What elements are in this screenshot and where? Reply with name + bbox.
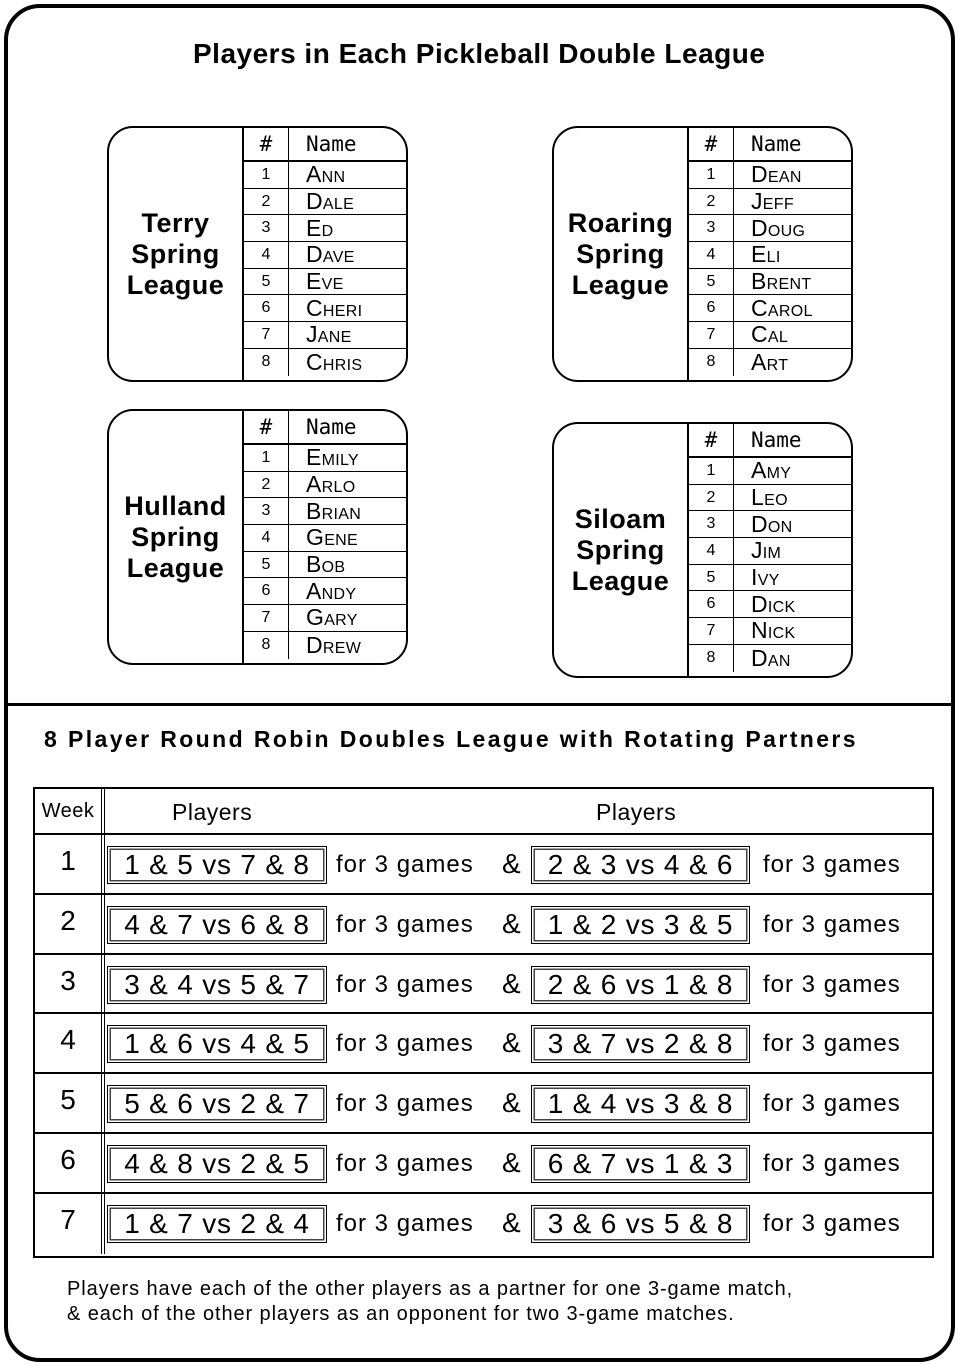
league-name — [554, 424, 689, 676]
player-name: Leo — [751, 484, 788, 511]
roster-row — [244, 552, 406, 579]
league-name-line: League — [571, 269, 670, 300]
roster-row — [244, 445, 406, 472]
player-number: 6 — [244, 578, 289, 604]
player-number: 1 — [244, 162, 289, 188]
players-header-1: Players — [172, 799, 253, 825]
league-name-line: Spring — [576, 534, 665, 565]
league-name-line: Hulland — [124, 490, 227, 521]
games-label: for 3 games — [763, 1209, 901, 1237]
player-name: Jane — [306, 321, 352, 348]
match-box: 4 & 7 vs 6 & 8 — [107, 906, 327, 944]
week-number: 6 — [35, 1134, 105, 1192]
league-name-line: Roaring — [567, 207, 674, 238]
schedule-table — [33, 787, 934, 1258]
schedule-row — [35, 1074, 932, 1134]
player-name: Bob — [306, 551, 346, 578]
player-number: 5 — [689, 565, 734, 591]
player-name: Cheri — [306, 294, 363, 321]
match-box: 5 & 6 vs 2 & 7 — [107, 1085, 327, 1123]
roster-row — [689, 458, 851, 485]
roster-row — [244, 189, 406, 216]
match-box: 4 & 8 vs 2 & 5 — [107, 1145, 327, 1183]
week-number: 1 — [35, 835, 105, 893]
player-number: 6 — [689, 295, 734, 321]
roster-row — [689, 242, 851, 269]
roster-row — [244, 349, 406, 376]
roster-row — [244, 295, 406, 322]
player-name: Andy — [306, 577, 357, 604]
player-number: 4 — [689, 538, 734, 564]
player-number: 2 — [689, 189, 734, 215]
player-number: 2 — [244, 472, 289, 498]
league-name-line: League — [126, 269, 225, 300]
roster-row — [244, 162, 406, 189]
roster-row — [244, 472, 406, 499]
games-label: for 3 games — [336, 1209, 474, 1237]
match-box: 3 & 6 vs 5 & 8 — [531, 1205, 750, 1243]
player-name: Eli — [751, 241, 781, 268]
league-card — [552, 126, 853, 382]
roster-header — [244, 128, 406, 162]
week-number: 5 — [35, 1074, 105, 1132]
games-label: for 3 games — [336, 910, 474, 938]
number-header: # — [244, 411, 289, 443]
roster-row — [689, 162, 851, 189]
roster-table — [244, 411, 406, 663]
ampersand: & — [502, 848, 521, 879]
player-name: Cal — [751, 321, 789, 348]
roster-row — [244, 578, 406, 605]
games-label: for 3 games — [763, 1030, 901, 1058]
player-number: 2 — [689, 485, 734, 511]
match-box: 6 & 7 vs 1 & 3 — [531, 1145, 750, 1183]
roster-row — [689, 189, 851, 216]
schedule-row — [35, 835, 932, 895]
week-number: 2 — [35, 895, 105, 953]
player-name: Art — [751, 348, 789, 375]
player-name: Eve — [306, 268, 344, 295]
player-number: 6 — [244, 295, 289, 321]
week-number: 7 — [35, 1194, 105, 1254]
schedule-rows — [35, 835, 932, 1254]
player-name: Brian — [306, 497, 362, 524]
player-name: Dean — [751, 161, 802, 188]
footnote-line-1: Players have each of the other players as a partner for one 3-game match, — [67, 1278, 794, 1300]
roster-row — [244, 605, 406, 632]
league-name-line: Spring — [576, 238, 665, 269]
ampersand: & — [502, 1146, 521, 1178]
player-number: 5 — [244, 269, 289, 295]
player-number: 8 — [244, 632, 289, 659]
roster-row — [689, 322, 851, 349]
match-box: 3 & 7 vs 2 & 8 — [531, 1025, 750, 1063]
player-name: Dick — [751, 590, 796, 617]
roster-table — [689, 424, 851, 676]
league-card — [107, 126, 408, 382]
player-name: Drew — [306, 631, 362, 658]
schedule-title: 8 Player Round Robin Doubles League with Rotating Partners — [44, 726, 858, 752]
player-name: Gene — [306, 524, 358, 551]
ampersand: & — [502, 1206, 521, 1238]
roster-row — [244, 269, 406, 296]
league-name-line: Terry — [141, 207, 210, 238]
games-label: for 3 games — [763, 1090, 901, 1118]
league-card — [552, 422, 853, 678]
player-name: Chris — [306, 348, 363, 375]
games-label: for 3 games — [336, 1149, 474, 1177]
schedule-row — [35, 1134, 932, 1194]
roster-row — [689, 215, 851, 242]
player-name: Ann — [306, 161, 346, 188]
player-number: 5 — [244, 552, 289, 578]
roster-row — [689, 349, 851, 376]
league-name — [554, 128, 689, 380]
player-name: Gary — [306, 604, 358, 631]
roster-header — [689, 424, 851, 458]
player-number: 7 — [244, 322, 289, 348]
league-name-line: Spring — [131, 521, 220, 552]
roster-table — [244, 128, 406, 380]
player-number: 4 — [689, 242, 734, 268]
footnote — [67, 1277, 793, 1327]
player-number: 4 — [244, 242, 289, 268]
league-name-line: League — [571, 565, 670, 596]
player-number: 7 — [689, 322, 734, 348]
match-box: 2 & 6 vs 1 & 8 — [531, 966, 750, 1004]
schedule-row — [35, 895, 932, 955]
section-divider — [6, 703, 953, 706]
games-label: for 3 games — [763, 1149, 901, 1177]
match-box: 2 & 3 vs 4 & 6 — [531, 846, 750, 884]
player-number: 3 — [244, 498, 289, 524]
name-header: Name — [751, 132, 802, 156]
roster-row — [689, 591, 851, 618]
name-header: Name — [751, 428, 802, 452]
number-header: # — [689, 424, 734, 456]
roster-table — [689, 128, 851, 380]
ampersand: & — [502, 1027, 521, 1059]
roster-row — [244, 525, 406, 552]
player-name: Jeff — [751, 188, 794, 215]
games-label: for 3 games — [336, 970, 474, 998]
roster-row — [689, 538, 851, 565]
player-name: Doug — [751, 214, 806, 241]
league-name — [109, 128, 244, 380]
schedule-row — [35, 1194, 932, 1254]
match-box: 1 & 7 vs 2 & 4 — [107, 1205, 327, 1243]
games-label: for 3 games — [336, 851, 474, 878]
player-name: Don — [751, 510, 793, 537]
roster-row — [244, 215, 406, 242]
players-header-2: Players — [596, 799, 677, 825]
roster-row — [689, 485, 851, 512]
name-header: Name — [306, 415, 357, 439]
ampersand: & — [502, 907, 521, 939]
week-header: Week — [35, 789, 105, 833]
games-label: for 3 games — [336, 1090, 474, 1118]
roster-row — [244, 632, 406, 659]
name-header: Name — [306, 132, 357, 156]
number-header: # — [244, 128, 289, 160]
page-title: Players in Each Pickleball Double League — [193, 38, 766, 69]
week-number: 3 — [35, 955, 105, 1013]
games-label: for 3 games — [763, 970, 901, 998]
player-name: Arlo — [306, 471, 356, 498]
player-name: Brent — [751, 268, 812, 295]
ampersand: & — [502, 967, 521, 999]
roster-header — [244, 411, 406, 445]
roster-row — [689, 269, 851, 296]
player-number: 1 — [244, 445, 289, 471]
player-number: 8 — [689, 645, 734, 672]
player-name: Ivy — [751, 564, 780, 591]
match-box: 1 & 6 vs 4 & 5 — [107, 1025, 327, 1063]
ampersand: & — [502, 1087, 521, 1119]
player-name: Dan — [751, 644, 791, 671]
match-box: 1 & 5 vs 7 & 8 — [107, 846, 327, 884]
roster-row — [689, 511, 851, 538]
games-label: for 3 games — [763, 851, 901, 878]
player-number: 3 — [689, 511, 734, 537]
player-number: 3 — [689, 215, 734, 241]
schedule-row — [35, 955, 932, 1015]
footnote-line-2: & each of the other players as an opponent for two 3-game matches. — [67, 1303, 735, 1325]
player-number: 7 — [244, 605, 289, 631]
games-label: for 3 games — [763, 910, 901, 938]
player-name: Dave — [306, 241, 355, 268]
schedule-header-row — [35, 789, 932, 835]
player-number: 1 — [689, 162, 734, 188]
number-header: # — [689, 128, 734, 160]
league-name-line: Spring — [131, 238, 220, 269]
player-number: 8 — [689, 349, 734, 376]
league-name — [109, 411, 244, 663]
match-box: 1 & 2 vs 3 & 5 — [531, 906, 750, 944]
roster-row — [689, 645, 851, 672]
player-name: Amy — [751, 457, 792, 484]
league-card — [107, 409, 408, 665]
player-name: Ed — [306, 214, 334, 241]
match-box: 1 & 4 vs 3 & 8 — [531, 1085, 750, 1123]
roster-row — [689, 295, 851, 322]
player-name: Emily — [306, 444, 359, 471]
player-number: 6 — [689, 591, 734, 617]
roster-row — [244, 498, 406, 525]
player-number: 4 — [244, 525, 289, 551]
player-number: 3 — [244, 215, 289, 241]
player-number: 8 — [244, 349, 289, 376]
roster-header — [689, 128, 851, 162]
player-number: 7 — [689, 618, 734, 644]
player-name: Nick — [751, 617, 796, 644]
league-name-line: Siloam — [574, 503, 667, 534]
roster-row — [689, 565, 851, 592]
player-name: Jim — [751, 537, 782, 564]
player-number: 2 — [244, 189, 289, 215]
roster-row — [689, 618, 851, 645]
week-number: 4 — [35, 1014, 105, 1072]
roster-row — [244, 322, 406, 349]
schedule-row — [35, 1014, 932, 1074]
player-name: Carol — [751, 294, 813, 321]
player-name: Dale — [306, 188, 355, 215]
games-label: for 3 games — [336, 1030, 474, 1058]
player-number: 1 — [689, 458, 734, 484]
roster-row — [244, 242, 406, 269]
league-name-line: League — [126, 552, 225, 583]
player-number: 5 — [689, 269, 734, 295]
match-box: 3 & 4 vs 5 & 7 — [107, 966, 327, 1004]
